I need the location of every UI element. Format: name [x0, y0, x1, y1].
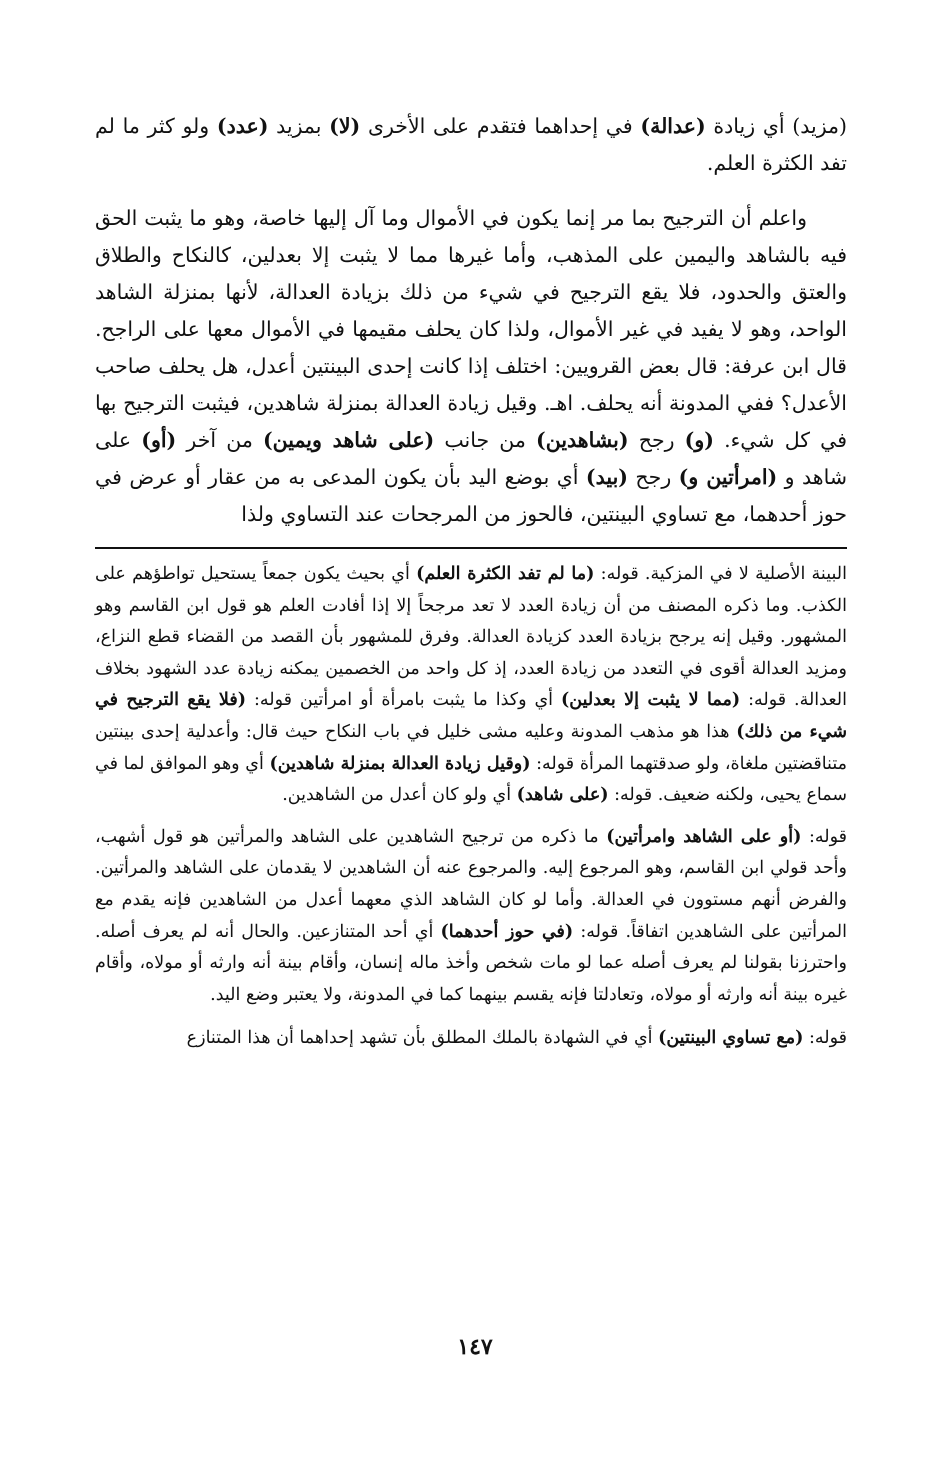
text-run: (مزيد) أي زيادة — [705, 114, 848, 138]
bold-term: (على شاهد) — [516, 785, 609, 806]
bold-term: (في حوز أحدهما) — [440, 921, 574, 942]
bold-term: (على شاهد ويمين) — [262, 428, 435, 452]
footnote-paragraph-3 — [95, 1023, 847, 1055]
text-run: واعلم أن الترجيح بما مر إنما يكون في الأموال وما آل إليها خاصة، وهو ما يثبت الحق فيه بالشاهد واليمين على المذهب، وأما غيرها مما لا يثبت إلا بعدلين، كالنكاح والطلاق والعتق والحدود، فلا يقع الترجيح في شيء من ذلك بزيادة العدالة، لأنها بمنزلة الشاهد الواحد، وهو لا يفيد في غير الأموال، ولذا كان يحلف مقيمها في الأموال معها على الراجح. قال ابن عرفة: قال بعض القرويين: اختلف إذا كانت إحدى البينتين أعدل، هل يحلف صاحب الأعدل؟ ففي المدونة أنه يحلف. اهـ. وقيل زيادة العدالة بمنزلة شاهدين، فيثبت الترجيح بها في كل شيء. — [95, 206, 848, 452]
text-run: أي في الشهادة بالملك المطلق بأن تشهد إحداهما أن هذا المتنازع — [186, 1028, 659, 1049]
page-content — [95, 108, 847, 1408]
bold-term: (مع تساوي البينتين) — [658, 1028, 804, 1049]
bold-term: (مما لا يثبت إلا بعدلين) — [561, 690, 741, 711]
text-run: أي بوضع اليد بأن يكون المدعى به من عقار أو عرض في حوز أحدهما، مع تساوي البينتين، فالحوز من المرجحات عند التساوي ولذا — [95, 465, 847, 526]
text-run: رجح — [627, 465, 679, 489]
bold-term: (فلا يقع الترجيح في شيء من ذلك) — [95, 690, 848, 742]
bold-term: (عدالة) — [640, 114, 706, 138]
bold-term: (بشاهدين) — [536, 428, 629, 452]
text-run: أي ولو كان أعدل من الشاهدين. — [282, 785, 517, 806]
bold-term: (امرأتين و) — [678, 465, 778, 489]
text-run: أي وهو الموافق لما في سماع يحيى، ولكنه ضعيف. قوله: — [95, 753, 847, 806]
bold-term: (ما لم تفد الكثرة العلم) — [416, 564, 595, 584]
bold-term: (و) — [684, 428, 714, 452]
text-run: رجح — [628, 428, 685, 452]
bold-term: (وقيل زيادة العدالة بمنزلة شاهدين) — [269, 753, 531, 774]
page-number: ١٤٧ — [457, 1334, 493, 1360]
text-run: من جانب — [434, 428, 537, 452]
text-run: هذا هو مذهب المدونة وعليه مشى خليل في باب النكاح حيث قال: وأعدلية إحدى بينتين متناقضتين ملغاة، ولو صدقتهما المرأة قوله: — [95, 721, 847, 774]
bold-term: (أو) — [141, 428, 177, 452]
text-run: أي بحيث يكون جمعاً يستحيل تواطؤهم على الكذب. وما ذكره المصنف من أن زيادة العدد لا تعد مرجحاً إلا إذا أفادت العلم هو قول ابن القاسم وهو المشهور. وقيل إنه يرجح بزيادة العدد كزيادة العدالة. وفرق للمشهور بأن القصد من القضاء قطع النزاع، ومزيد العدالة أقوى في التعدد من زيادة العدد، إذ كل واحد من الخصمين يمكنه زيادة عدد الشهود بخلاف العدالة. قوله: — [95, 564, 847, 711]
bold-term: (لا) — [329, 114, 361, 138]
text-run: ما ذكره من ترجيح الشاهدين على الشاهد والمرأتين هو قول أشهب، وأحد قولي ابن القاسم، وهو المرجوع إليه. والمرجوع عنه أن الشاهدين لا يقدمان على الشاهد والمرأتين. والفرض أنهم مستوون في العدالة. وأما لو كان الشاهد الذي معهما أعدل من الشاهدين فإنه يقدم مع المرأتين على الشاهدين اتفاقاً. قوله: — [95, 826, 847, 942]
text-run: ولو كثر ما لم تفد الكثرة العلم. — [95, 114, 847, 175]
text-run: على شاهد و — [95, 428, 847, 489]
text-run: في إحداهما فتقدم على الأخرى — [360, 114, 641, 138]
footnotes — [95, 559, 847, 1055]
footnote-paragraph-1 — [95, 559, 847, 812]
text-run: قوله: — [801, 826, 847, 847]
bold-term: (أو على الشاهد وامرأتين) — [606, 826, 802, 847]
text-run: البينة الأصلية لا في المزكية. قوله: — [594, 564, 847, 584]
footnote-paragraph-2 — [95, 822, 847, 1012]
main-text — [95, 108, 847, 533]
text-run: بمزيد — [268, 114, 330, 138]
text-run: من آخر — [176, 428, 263, 452]
text-run: أي أحد المتنازعين. والحال أنه لم يعرف أصله. واحترزنا بقولنا لم يعرف أصله عما لو مات شخص وأخذ ماله إنسان، وأقام بينة أنه وارثه أو مولاه، وأقام غيره بينة أنه وارثه أو مولاه، وتعادلتا فإنه يقسم بينهما كما في المدونة، ولا يعتبر وضع اليد. — [95, 921, 847, 1005]
text-run: قوله: — [803, 1028, 847, 1049]
bold-term: (عدد) — [216, 114, 269, 138]
footnote-divider — [95, 547, 847, 549]
text-run: أي وكذا ما يثبت بامرأة أو امرأتين قوله: — [246, 690, 561, 711]
main-paragraph-1 — [95, 108, 847, 182]
bold-term: (بيد) — [585, 465, 628, 489]
main-paragraph-2 — [95, 200, 847, 533]
